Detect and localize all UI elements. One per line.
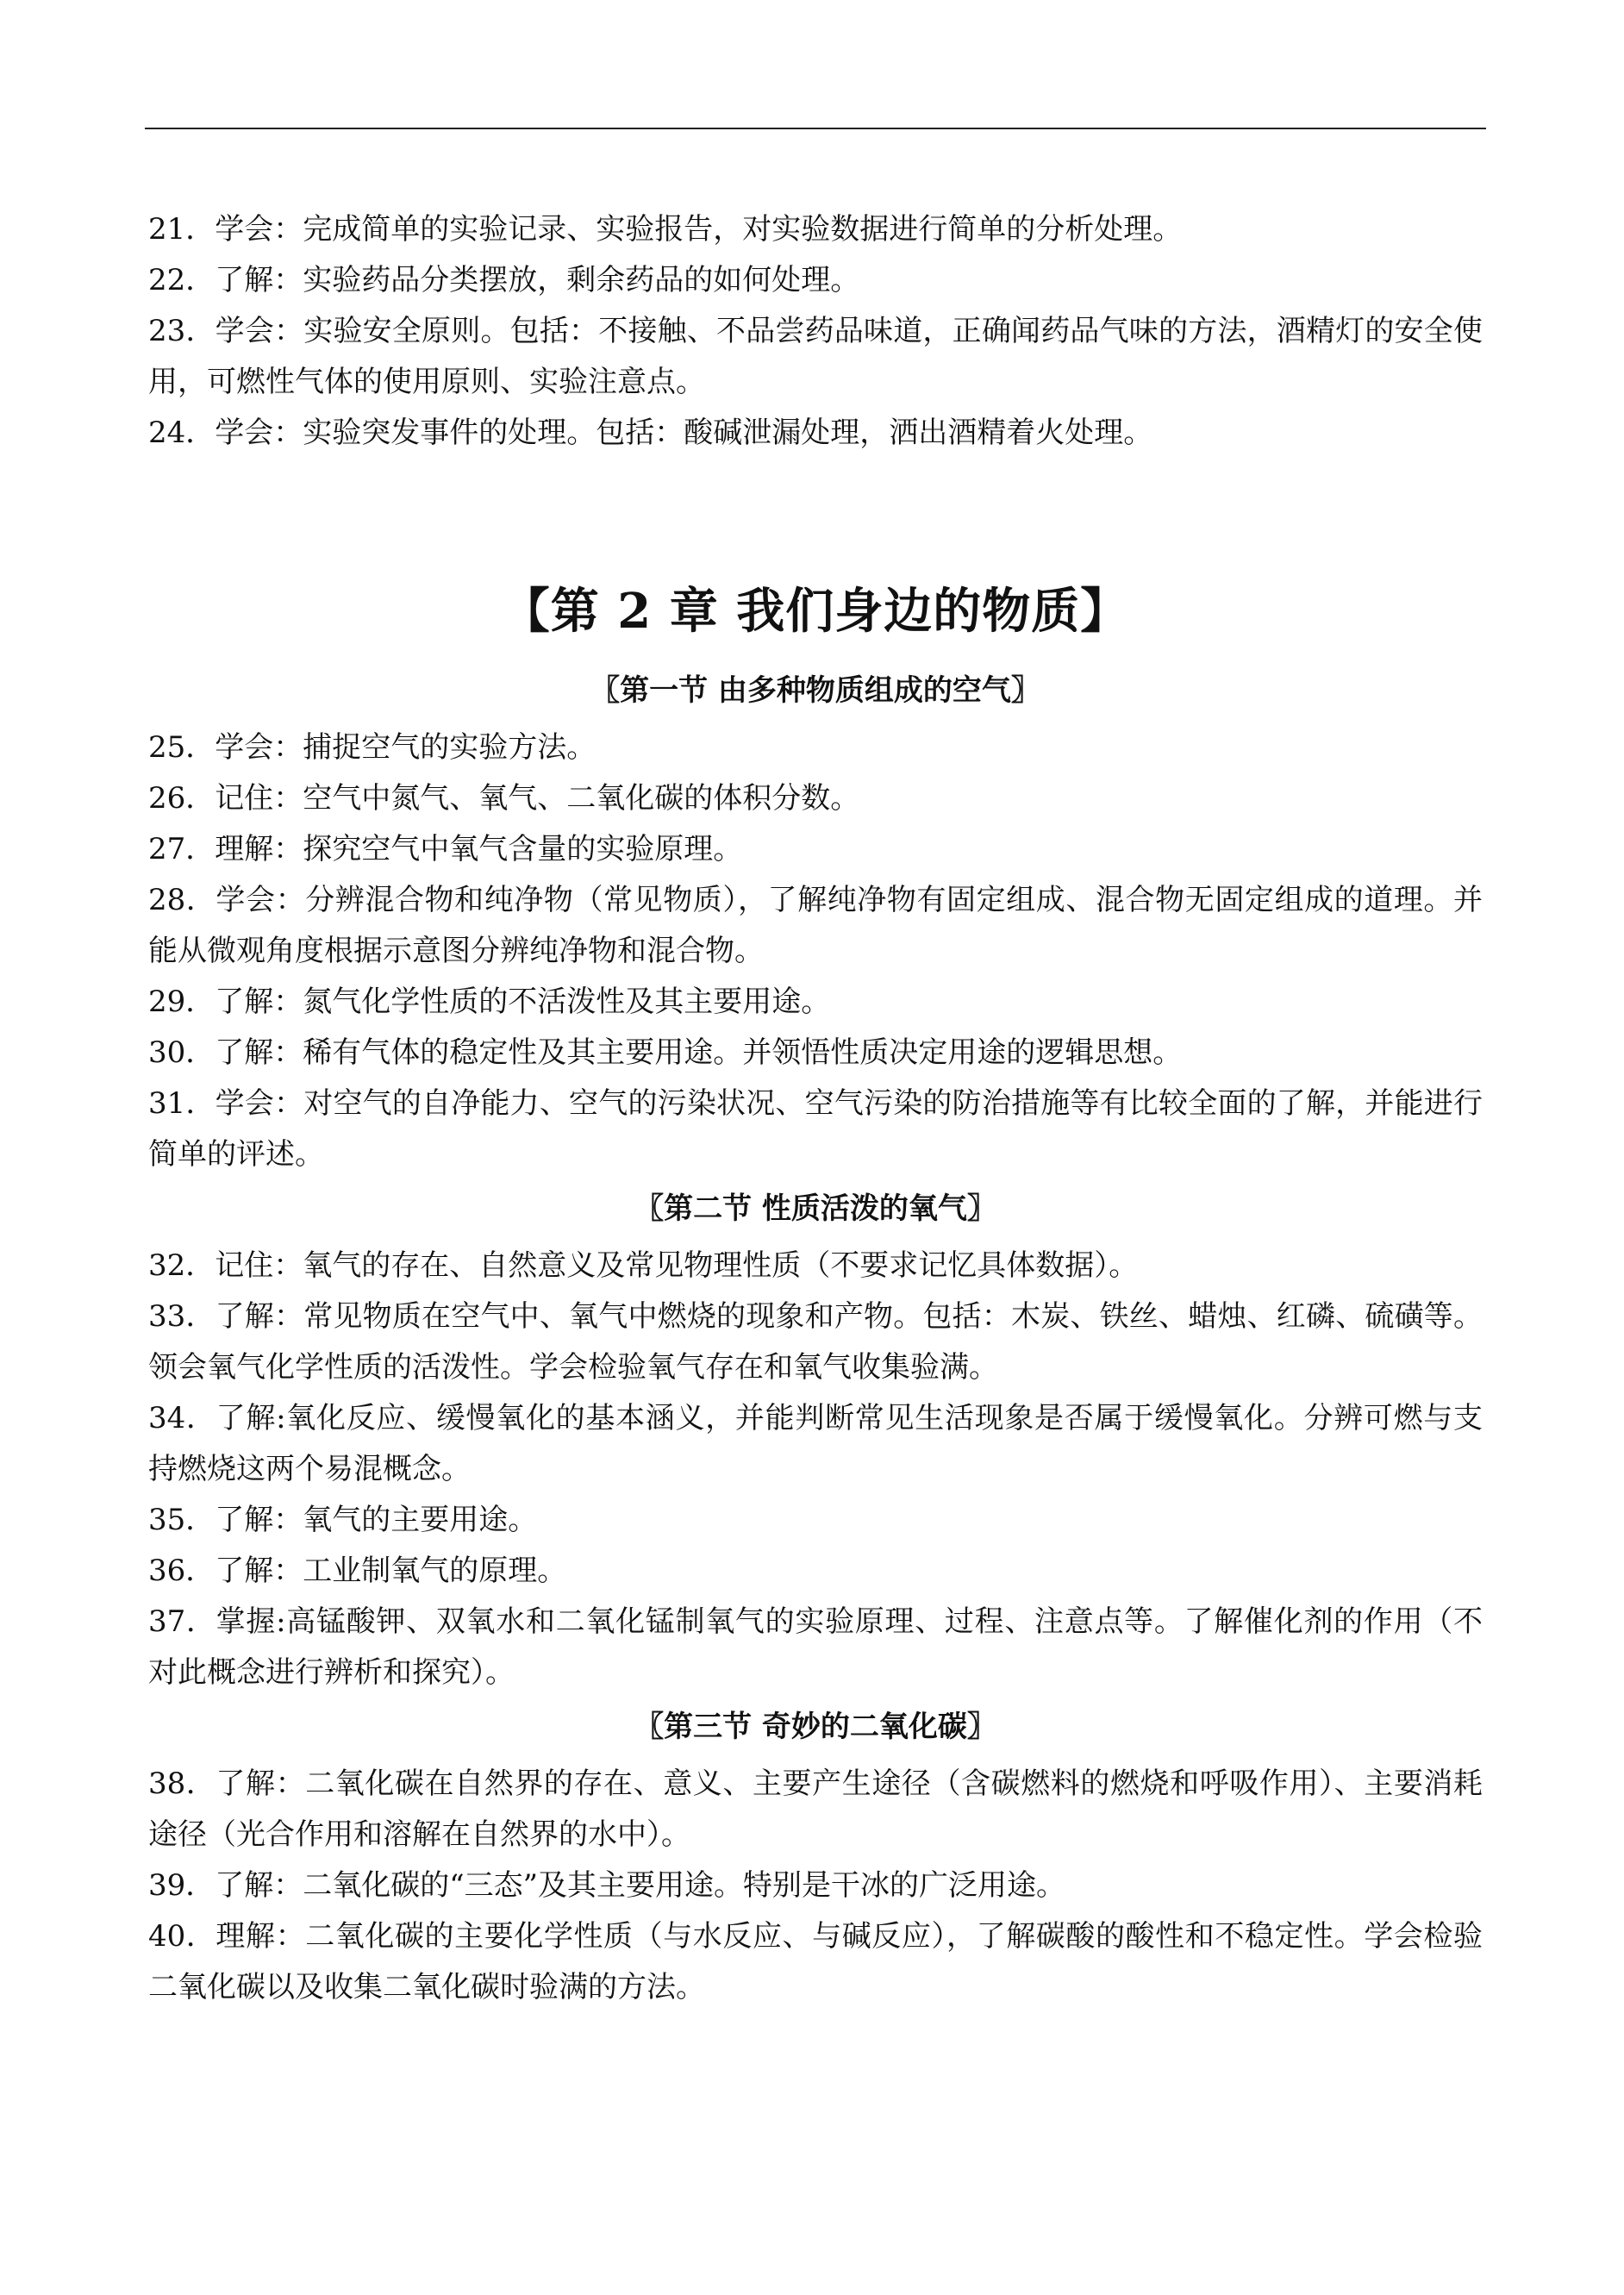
list-item: 33．了解：常见物质在空气中、氧气中燃烧的现象和产物。包括：木炭、铁丝、蜡烛、红磷、硫磺等。领会氧气化学性质的活泼性。学会检验氧气存在和氧气收集验满。 [148, 1299, 1483, 1385]
section-title: 〖第三节 奇妙的二氧化碳〗 [634, 1710, 996, 1744]
list-item: 39．了解：二氧化碳的“三态”及其主要用途。特别是干冰的广泛用途。 [148, 1868, 1066, 1903]
list-item: 21．学会：完成简单的实验记录、实验报告，对实验数据进行简单的分析处理。 [148, 212, 1183, 247]
list-item: 22．了解：实验药品分类摆放，剩余药品的如何处理。 [148, 263, 860, 297]
list-item: 25．学会：捕捉空气的实验方法。 [148, 730, 597, 765]
list-item: 29．了解：氮气化学性质的不活泼性及其主要用途。 [148, 985, 831, 1019]
list-item: 40．理解：二氧化碳的主要化学性质（与水反应、与碱反应），了解碳酸的酸性和不稳定性。学会检验二氧化碳以及收集二氧化碳时验满的方法。 [148, 1919, 1483, 2004]
section-1 [148, 666, 1483, 1180]
list-item: 23．学会：实验安全原则。包括：不接触、不品尝药品味道，正确闻药品气味的方法，酒精灯的安全使用，可燃性气体的使用原则、实验注意点。 [148, 314, 1483, 399]
section-title: 〖第一节 由多种物质组成的空气〗 [590, 673, 1040, 708]
section-title: 〖第二节 性质活泼的氧气〗 [634, 1191, 996, 1226]
list-item: 27．理解：探究空气中氧气含量的实验原理。 [148, 832, 743, 866]
list-item: 26．记住：空气中氮气、氧气、二氧化碳的体积分数。 [148, 781, 860, 816]
list-item: 38．了解：二氧化碳在自然界的存在、意义、主要产生途径（含碳燃料的燃烧和呼吸作用）、主要消耗途径（光合作用和溶解在自然界的水中）。 [148, 1767, 1483, 1852]
list-item: 36．了解：工业制氧气的原理。 [148, 1554, 567, 1588]
list-item: 34．了解:氧化反应、缓慢氧化的基本涵义，并能判断常见生活现象是否属于缓慢氧化。分辨可燃与支持燃烧这两个易混概念。 [148, 1401, 1483, 1486]
list-item: 24．学会：实验突发事件的处理。包括：酸碱泄漏处理，洒出酒精着火处理。 [148, 416, 1153, 450]
list-item: 30．了解：稀有气体的稳定性及其主要用途。并领悟性质决定用途的逻辑思想。 [148, 1035, 1183, 1070]
section-3 [148, 1702, 1483, 2013]
intro-items [148, 204, 1483, 459]
list-item: 31．学会：对空气的自净能力、空气的污染状况、空气污染的防治措施等有比较全面的了解，并能进行简单的评述。 [148, 1086, 1483, 1172]
list-item: 32．记住：氧气的存在、自然意义及常见物理性质（不要求记忆具体数据）。 [148, 1248, 1139, 1283]
list-item: 28．学会：分辨混合物和纯净物（常见物质），了解纯净物有固定组成、混合物无固定组成的道理。并能从微观角度根据示意图分辨纯净物和混合物。 [148, 883, 1483, 968]
page-content [148, 204, 1483, 2013]
chapter-title: 【第 2 章 我们身边的物质】 [501, 583, 1130, 640]
list-item: 37．掌握:高锰酸钾、双氧水和二氧化锰制氧气的实验原理、过程、注意点等。了解催化剂的作用（不对此概念进行辨析和探究）。 [148, 1604, 1483, 1690]
section-2 [148, 1184, 1483, 1698]
header-rule [145, 128, 1486, 129]
list-item: 35．了解：氧气的主要用途。 [148, 1503, 538, 1537]
